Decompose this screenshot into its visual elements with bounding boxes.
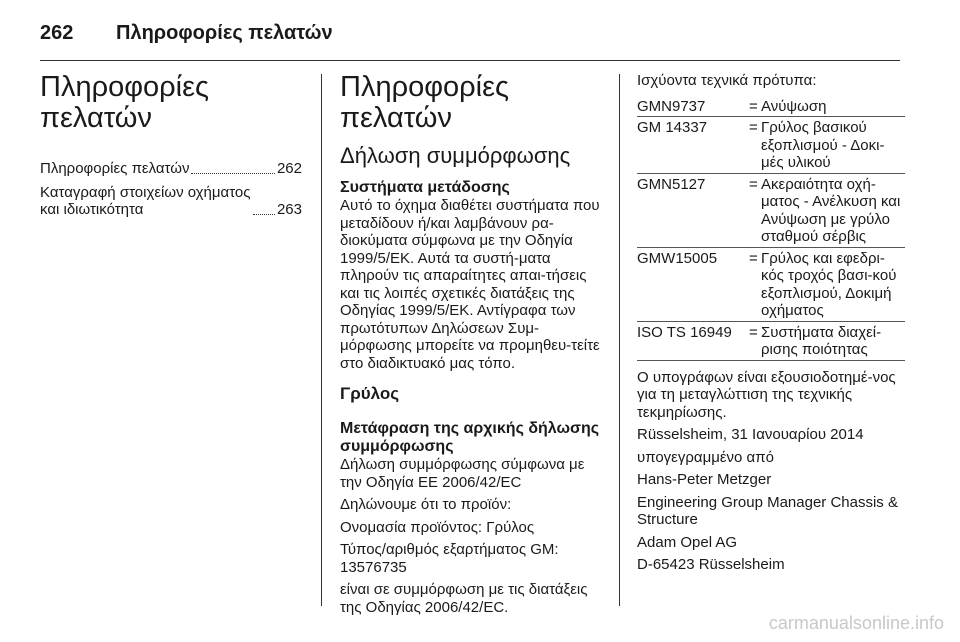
declaration-line: είναι σε συμμόρφωση με τις διατάξεις της Οδηγίας 2006/42/EC. <box>340 581 588 616</box>
toc-page: 262 <box>276 160 302 177</box>
section-heading: Πληροφορίες πελατών <box>340 71 509 134</box>
equals-sign: = <box>749 249 758 267</box>
page-number: 262 <box>40 22 74 44</box>
declaration-line: Δηλώνουμε ότι το προϊόν: <box>340 496 512 513</box>
watermark: carmanualsonline.info <box>768 613 944 633</box>
standard-desc: Γρύλος βασικού εξοπλισμού - Δοκι-μές υλικού <box>761 119 885 171</box>
toc-entry[interactable] <box>40 184 302 219</box>
standard-desc: Ανύψωση <box>761 97 827 115</box>
standard-desc: Ακεραιότητα οχή-ματος - Ανέλκυση και Ανύψωση με γρύλο σταθμού σέρβις <box>761 175 901 245</box>
standard-code: ISO TS 16949 <box>637 323 732 341</box>
table-row <box>637 117 905 174</box>
equals-sign: = <box>749 175 758 193</box>
declaration-line: Ονομασία προϊόντος: Γρύλος <box>340 518 535 536</box>
toc-dots <box>191 172 274 174</box>
declaration-line: Δήλωση συμμόρφωσης σύμφωνα με την Οδηγία ΕΕ 2006/42/EC <box>340 456 585 491</box>
standard-code: GMW15005 <box>637 249 718 267</box>
equals-sign: = <box>749 119 758 136</box>
header-rule <box>40 60 900 61</box>
middle-column <box>340 72 602 621</box>
table-of-contents <box>40 160 302 219</box>
chapter-heading: Πληροφορίες πελατών <box>40 71 209 134</box>
table-row <box>637 96 905 118</box>
toc-label: Καταγραφή στοιχείων οχήματος και ιδιωτικότητα <box>40 183 251 218</box>
standard-code: GMN9737 <box>637 97 706 115</box>
closing-paragraph: D-65423 Rüsselsheim <box>637 556 785 573</box>
translation-title: Μετάφραση της αρχικής δήλωσης συμμόρφωσης <box>340 420 600 455</box>
closing-paragraph: Hans-Peter Metzger <box>637 471 772 488</box>
standards-intro: Ισχύοντα τεχνικά πρότυπα: <box>637 72 817 89</box>
column-divider-1 <box>321 74 322 606</box>
closing-paragraph: Adam Opel AG <box>637 533 738 551</box>
equals-sign: = <box>749 323 758 341</box>
running-title: Πληροφορίες πελατών <box>116 22 333 44</box>
closing-paragraph: Engineering Group Manager Chassis & Structure <box>637 493 898 528</box>
table-row <box>637 174 905 248</box>
table-row <box>637 322 905 361</box>
transmission-title: Συστήματα μετάδοσης <box>340 179 510 196</box>
subsection-heading: Δήλωση συμμόρφωσης <box>340 143 571 168</box>
closing-paragraph: Rüsselsheim, 31 Ιανουαρίου 2014 <box>637 426 864 443</box>
jack-heading: Γρύλος <box>340 384 400 403</box>
transmission-text: Αυτό το όχημα διαθέτει συστήματα που μεταδίδουν ή/και λαμβάνουν ρα-διοκύματα σύμφωνα με την Οδηγία 1999/5/ΕΚ. Αυτά τα συστή-ματα πληρούν τις απαραίτητες απαι-τήσεις και τις λοιπές σχετικές διατάξεις της Οδηγίας 1999/5/ΕΚ. Αντίγραφα των πρωτότυπων Δηλώσεων Συμ-μόρφωσης μπορείτε να προμηθευ-τείτε στο διαδικτυακό μας τόπο. <box>340 197 600 372</box>
toc-dots <box>253 213 275 215</box>
table-row <box>637 248 905 322</box>
standard-desc: Συστήματα διαχεί-ρισης ποιότητας <box>761 323 882 358</box>
standard-code: GMN5127 <box>637 175 706 193</box>
toc-entry[interactable] <box>40 160 302 178</box>
left-column <box>40 72 302 225</box>
equals-sign: = <box>749 97 758 115</box>
closing-paragraph: υπογεγραμμένο από <box>637 448 774 466</box>
standards-table <box>637 96 905 361</box>
right-column <box>637 72 905 579</box>
declaration-line: Τύπος/αριθμός εξαρτήματος GM: 13576735 <box>340 541 559 576</box>
toc-page: 263 <box>276 201 302 218</box>
standard-desc: Γρύλος και εφεδρι-κός τροχός βασι-κού εξοπλισμού, Δοκιμή οχήματος <box>761 249 897 319</box>
standard-code: GM 14337 <box>637 119 708 136</box>
column-divider-2 <box>619 74 620 606</box>
toc-label: Πληροφορίες πελατών <box>40 160 190 177</box>
closing-paragraph: Ο υπογράφων είναι εξουσιοδοτημέ-νος για τη μεταγλώττιση της τεχνικής τεκμηρίωσης. <box>637 368 896 421</box>
